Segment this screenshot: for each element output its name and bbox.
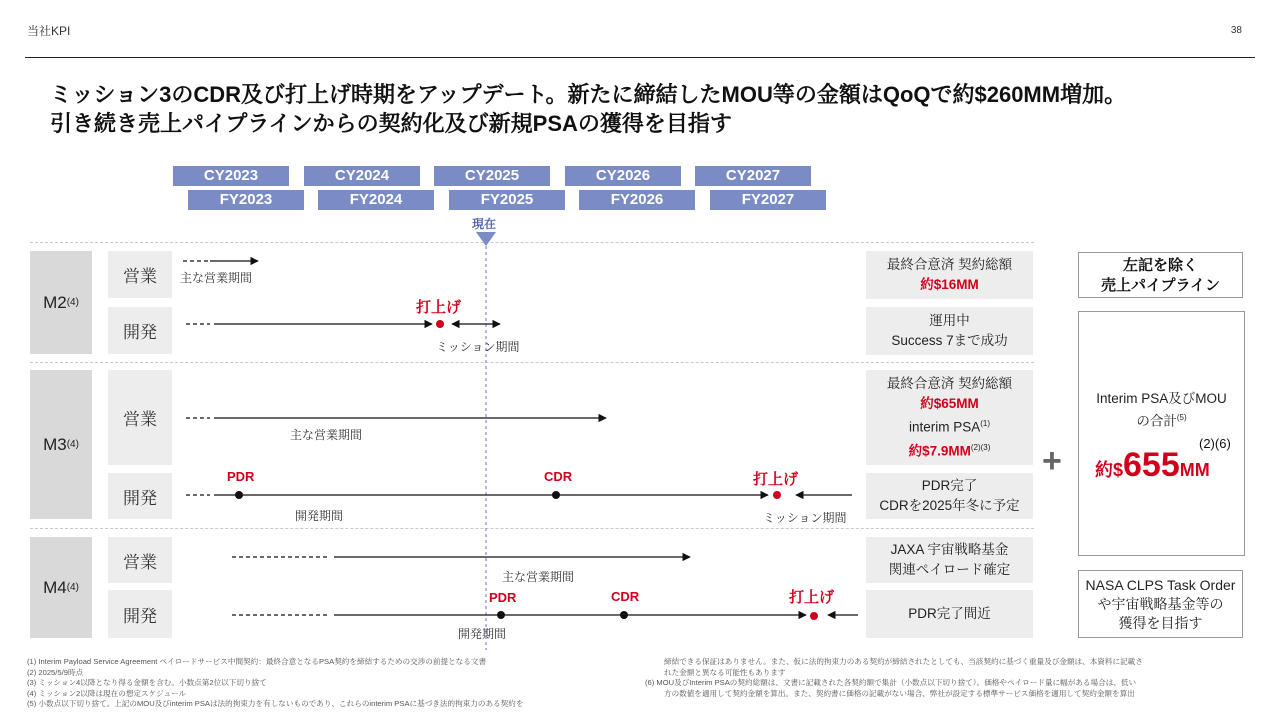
pipeline-title-line-2: 売上パイプライン [1100,277,1221,294]
m2-launch-dot [436,320,444,328]
footnote-6: (6) MOU及びInterim PSAの契約総額は、文書に記載された各契約額で集計（小数点以下切り捨て）。価格やペイロード量に幅がある場合は、低い [645,678,1137,687]
m4-dev-cell: 開発 [108,590,172,638]
m4-sales-cell: 営業 [108,537,172,583]
pipeline-total-dollar: $ [1113,460,1124,480]
pipeline-target-line-2: や宇宙戦略基金等の [1097,596,1224,612]
m2-status-line-2: Success 7まで成功 [891,333,1008,348]
pipeline-target-line-3: 獲得を目指す [1118,615,1203,631]
m3-status-line-1: PDR完了 [921,478,978,493]
pipeline-total-caption [1079,389,1244,431]
pipeline-caption-text: の合計 [1136,413,1177,429]
cy-2025: CY2025 [434,166,550,186]
m2-contract-amount: 約$16MM [920,277,979,292]
m2-note: (4) [66,297,79,308]
m4-launch-label: 打上げ [789,589,835,606]
fy-2027: FY2027 [710,190,826,210]
m3-interim-amount: 約$7.9MM [908,443,971,458]
cy-2026: CY2026 [565,166,681,186]
pipeline-total-unit: MM [1179,460,1210,480]
m3-sales-period-label: 主な営業期間 [290,428,363,442]
m3-sales-cell: 営業 [108,370,172,465]
m3-interim-label: interim PSA [908,419,981,435]
m2-label: M2 [43,292,67,312]
m3-status-line-2: CDRを2025年冬に予定 [879,498,1020,513]
m2-info-contract-label: 最終合意済 契約総額 [886,257,1013,272]
m2-mission-label: ミッション期間 [436,340,520,354]
m3-launch-dot [773,491,781,499]
m4-pdr-label: PDR [489,590,517,605]
fy-2025: FY2025 [449,190,565,210]
m4-label: M4 [43,577,67,597]
now-label: 現在 [472,217,497,231]
footnote-5: (5) 小数点以下切り捨て。上記のMOU及びinterim PSAは法的拘束力を有しないものであり、これらのinterim PSAに基づき法的拘束力のある契約を [27,699,524,708]
footnotes-right [645,657,1143,699]
m2-dev-cell: 開発 [108,307,172,354]
pipeline-title-line-1: 左記を除く [1122,257,1198,274]
m4-dev-period-label: 開発期間 [458,627,507,641]
m4-cdr-dot [620,611,628,619]
m2-sales-cell: 営業 [108,251,172,298]
footnote-6-cont: 方の数値を適用して契約金額を算出。また、契約書に価格の記載がない場合、弊社が設定する標準サービス価格を適用して契約金額を算出 [664,688,1135,698]
m4-sales-period-label: 主な営業期間 [502,570,575,584]
m3-dev-cell: 開発 [108,473,172,519]
footnote-5-cont-2: れた金額と異なる可能性もあります [664,667,786,677]
m3-label: M3 [43,434,67,454]
pipeline-total-value [1095,446,1210,485]
m3-cdr-dot [552,491,560,499]
headline-line-2: 引き続き売上パイプラインからの契約化及び新規PSAの獲得を目指す [50,111,732,136]
m4-info-line-1: JAXA 宇宙戦略基金 [890,542,1009,557]
m3-interim-note: (1) [980,419,991,428]
section-label: 当社KPI [27,24,71,38]
pipeline-total-note: (2)(6) [1199,436,1231,451]
m4-status-line-1: PDR完了間近 [908,606,991,621]
plus-icon: + [1042,442,1062,480]
fy-2024: FY2024 [318,190,434,210]
m4-info-line-2: 関連ペイロード確定 [888,562,1011,577]
pipeline-total-box [1078,311,1245,556]
cy-2023: CY2023 [173,166,289,186]
m4-launch-dot [810,612,818,620]
pipeline-total-prefix: 約 [1095,460,1113,480]
m2-launch-label: 打上げ [416,299,462,316]
m3-mission-label: ミッション期間 [763,511,847,525]
footnote-3: (3) ミッション4以降となり得る金額を含む。小数点第2位以下切り捨て [27,678,267,687]
now-marker-icon [476,232,496,246]
m3-note: (4) [66,439,79,450]
pipeline-target-box [1078,570,1243,638]
footnote-5-cont-1: 締結できる保証はありません。また、仮に法的拘束力のある契約が締結されたとしても、当該契約に基づく重量及び金額は、本資料に記載さ [664,657,1143,666]
m3-launch-label: 打上げ [753,471,799,488]
m3-pdr-dot [235,491,243,499]
m3-interim-amount-note: (2)(3) [970,442,991,452]
m3-info-contract-label: 最終合意済 契約総額 [886,376,1013,391]
cy-2027: CY2027 [695,166,811,186]
headline-line-1: ミッション3のCDR及び打上げ時期をアップデート。新たに締結したMOU等の金額はQoQで約$260MM増加。 [50,82,1127,107]
cy-2024: CY2024 [304,166,420,186]
m2-sales-period-label: 主な営業期間 [180,271,253,285]
m3-pdr-label: PDR [227,469,255,484]
footnote-4: (4) ミッション2以降は現在の想定スケジュール [27,688,187,698]
m3-contract-amount: 約$65MM [920,396,979,411]
pipeline-caption-line-2 [1079,408,1244,431]
m4-pdr-dot [497,611,505,619]
m2-status-line-1: 運用中 [929,313,970,328]
pipeline-title-box [1078,252,1243,298]
page-number: 38 [1230,25,1242,36]
pipeline-caption-line-1: Interim PSA及びMOU [1096,391,1227,406]
pipeline-total-number: 655 [1123,446,1180,484]
pipeline-caption-note: (5) [1176,413,1187,422]
footnotes-left [27,657,523,710]
fy-2026: FY2026 [579,190,695,210]
footnote-1: (1) Interim Payload Service Agreement ペイロードサービス中間契約：最終合意となるPSA契約を締結するための交渉の前提となる文書 [27,657,487,666]
fy-2023: FY2023 [188,190,304,210]
m4-note: (4) [66,582,79,593]
m4-cdr-label: CDR [611,589,640,604]
m3-cdr-label: CDR [544,469,573,484]
m3-dev-period-label: 開発期間 [295,509,344,523]
pipeline-target-line-1: NASA CLPS Task Order [1085,577,1236,593]
footnote-2: (2) 2025/5/9時点 [27,667,84,677]
